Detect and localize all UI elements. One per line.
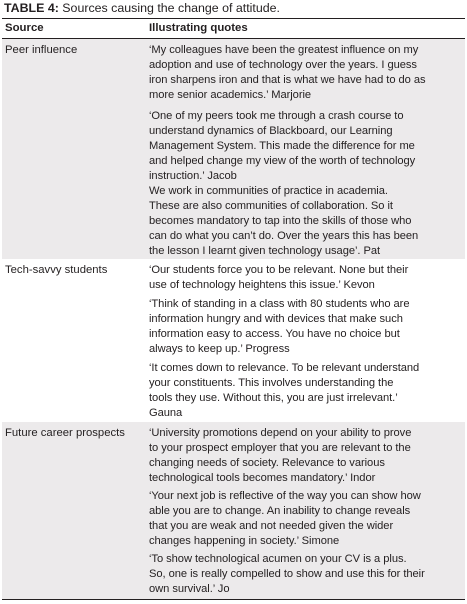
quote-cell xyxy=(149,426,462,486)
caption-label: TABLE 4: xyxy=(4,1,59,15)
quote-line: use of technology heightens this issue.’ Kevon xyxy=(149,278,375,291)
quote-line: instruction.’ Jacob xyxy=(149,169,237,182)
quote-line: These are also communities of collaboration. So it xyxy=(149,199,393,212)
quote-line: understand dynamics of Blackboard, our Learning xyxy=(149,124,393,137)
quote-line: able you are to change. An inability to change reveals xyxy=(149,504,411,517)
table-caption xyxy=(2,0,465,18)
quote-line: ‘One of my peers took me through a crash course to xyxy=(149,110,404,122)
quote-line: ‘My colleagues have been the greatest influence on my xyxy=(149,44,419,56)
quote-line: own survival.’ Jo xyxy=(149,582,230,595)
source-cell: Future career prospects xyxy=(5,427,125,439)
table-header xyxy=(2,19,465,38)
quote-line: ‘Your next job is reflective of the way you can show how xyxy=(149,490,421,502)
header-source: Source xyxy=(5,22,44,34)
quote-line: to your prospect employer that you are relevant to the xyxy=(149,441,411,454)
quote-line: ‘University promotions depend on your ability to prove xyxy=(149,427,412,439)
quote-line: becomes mandatory to tap into the skills of those who xyxy=(149,214,412,227)
quote-line: technological tools becomes mandatory.’ Indor xyxy=(149,471,376,484)
table-row-peer-influence xyxy=(2,39,465,259)
quote-line: more senior academics.’ Marjorie xyxy=(149,88,312,101)
quote-line: adoption and use of technology over the years. I guess xyxy=(149,58,417,71)
quote-line: tools they use. Without this, you are just irrelevant.’ xyxy=(149,391,398,404)
quote-cell xyxy=(149,489,462,549)
quote-line: changing needs of society. Relevance to various xyxy=(149,456,385,469)
quote-cell xyxy=(149,361,462,421)
quote-line: ‘It comes down to relevance. To be relevant understand xyxy=(149,362,420,374)
quote-line: always to keep up.’ Progress xyxy=(149,342,290,355)
caption-text: Sources causing the change of attitude. xyxy=(58,1,280,15)
quote-line: changes happening in society.’ Simone xyxy=(149,534,340,547)
table-row-tech-savvy-students xyxy=(2,259,465,422)
source-cell: Peer influence xyxy=(5,44,78,56)
quote-line: information easy to access. You have no choice but xyxy=(149,327,400,340)
quote-cell xyxy=(149,43,462,103)
source-cell: Tech-savvy students xyxy=(5,264,108,276)
quote-cell xyxy=(149,109,462,184)
quote-cell xyxy=(149,263,462,293)
quote-line: your constituents. This involves understanding the xyxy=(149,376,394,389)
quote-cell xyxy=(149,297,462,357)
quote-line: Gauna xyxy=(149,406,183,419)
quote-cell xyxy=(149,552,462,597)
quote-line: that you are weak and not needed given the wider xyxy=(149,519,394,532)
quote-line: We work in communities of practice in academia. xyxy=(149,185,388,197)
header-quotes: Illustrating quotes xyxy=(149,22,248,34)
quote-line: information hungry and with devices that make such xyxy=(149,312,403,325)
quote-line: can do what you can’t do. Over the years this has been xyxy=(149,229,419,242)
quote-line: and helped change my view of the worth of technology xyxy=(149,154,416,167)
quote-line: ‘Think of standing in a class with 80 students who are xyxy=(149,298,410,310)
quote-line: iron sharpens iron and that is what we have had to do as xyxy=(149,73,426,86)
bottom-rule xyxy=(2,599,465,600)
quote-line: the lesson I learnt given technology usage’. Pat xyxy=(149,244,381,257)
quote-line: ‘To show technological acumen on your CV is a plus. xyxy=(149,553,407,565)
quote-line: Management System. This made the difference for me xyxy=(149,139,415,152)
table-row-future-career-prospects xyxy=(2,422,465,599)
quote-line: So, one is really compelled to show and use this for their xyxy=(149,567,425,580)
quote-line: ‘Our students force you to be relevant. None but their xyxy=(149,264,409,276)
quote-cell xyxy=(149,184,462,259)
